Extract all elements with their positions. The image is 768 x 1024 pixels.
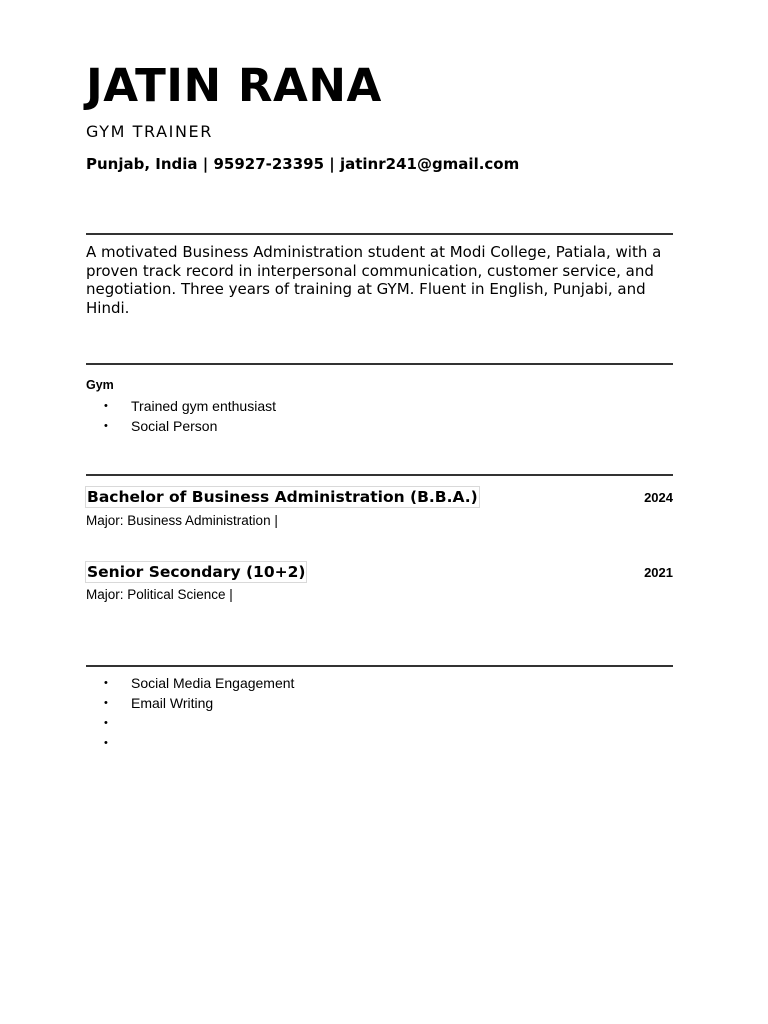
experience-heading: Gym [86,378,114,392]
education-major: Major: Political Science | [86,587,233,602]
list-item [86,733,294,753]
list-item [86,396,276,416]
bullet-icon: • [104,717,108,729]
education-year: 2024 [644,490,673,505]
candidate-name: JATIN RANA [86,59,382,112]
list-item-text: Social Media Engagement [131,675,295,691]
contact-info: Punjab, India | 95927-23395 | jatinr241@gmail.com [86,155,520,173]
list-item [86,693,294,713]
section-divider-summary [86,233,673,235]
education-degree: Bachelor of Business Administration (B.B.A.) [87,488,478,506]
bullet-icon: • [104,420,108,432]
section-divider-skills [86,665,673,667]
section-divider-experience [86,363,673,365]
list-item [86,416,276,436]
list-item-text: Email Writing [131,695,214,711]
summary-paragraph: A motivated Business Administration student at Modi College, Patiala, with a proven track record in interpersonal communication, customer service, and negotiation. Three years of training at GYM. Fluent in English, Punjabi, and Hindi. [86,243,662,317]
bullet-icon: • [104,697,108,709]
education-degree: Senior Secondary (10+2) [87,563,306,581]
job-title: GYM TRAINER [86,122,213,141]
education-year: 2021 [644,565,673,580]
list-item [86,673,294,693]
skills-list [86,673,294,753]
list-item-text: Trained gym enthusiast [131,398,276,414]
education-major: Major: Business Administration | [86,513,278,528]
bullet-icon: • [104,677,108,689]
list-item [86,713,294,733]
bullet-icon: • [104,737,108,749]
list-item-text: Social Person [131,418,218,434]
experience-list [86,396,276,436]
section-divider-education [86,474,673,476]
bullet-icon: • [104,400,108,412]
